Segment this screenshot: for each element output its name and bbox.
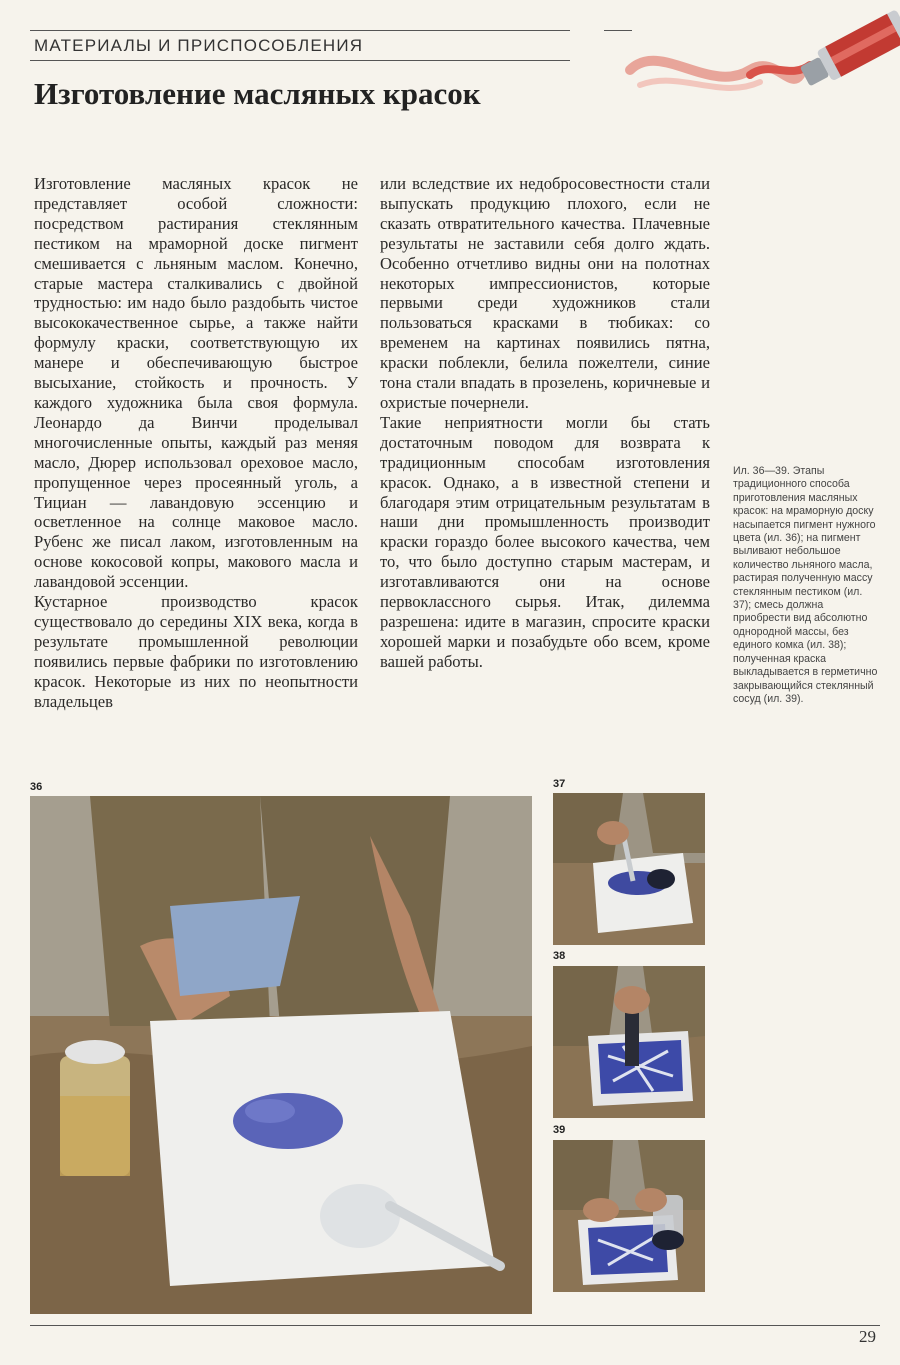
- text-column-middle: [380, 174, 710, 672]
- footer-rule: [30, 1325, 880, 1326]
- photo-38: [553, 966, 705, 1118]
- header-rule-bottom: [30, 60, 570, 61]
- figure-label-36: 36: [30, 781, 43, 793]
- figure-label-38: 38: [553, 950, 566, 962]
- page-number: 29: [859, 1327, 876, 1346]
- figure-label-39: 39: [553, 1124, 566, 1136]
- page-title: Изготовление масляных красок: [34, 76, 481, 111]
- left-paragraph-2: Кустарное производство красок существовало до середины XIX века, когда в результате промышленной революции появились первые фабрики по изготовлению красок. Некоторые из них по неопытности владельцев: [34, 592, 358, 711]
- header-rule-top: [30, 30, 570, 31]
- section-label: МАТЕРИАЛЫ И ПРИСПОСОБЛЕНИЯ: [34, 36, 364, 55]
- figure-caption: Ил. 36—39. Этапы традиционного способа приготовления масляных красок: на мраморную доску насыпается пигмент нужного цвета (ил. 36); на пигмент выливают небольшое количество льняного масла, растирая полученную массу стеклянным пестиком (ил. 37); смесь должна приобрести вид абсолютно однородной массы, без единого комка (ил. 38); полученная краска выкладывается в герметично закрывающийся стеклянный сосуд (ил. 39).: [733, 465, 878, 705]
- left-paragraph-1: Изготовление масляных красок не представляет особой сложности: посредством растирания стеклянным пестиком на мраморной доске пигмент смешивается с льняным маслом. Конечно, старые мастера сталкивались с двойной трудностью: им надо было раздобыть чистое высококачественное сырье, а также найти формулу краски, соответствующую их манере и обеспечивающую быстрое высыхание, стойкость и прочность. У каждого художника была своя формула. Леонардо да Винчи проделывал многочисленные опыты, каждый раз меняя масло, Дюрер использовал ореховое масло, пропущенное через просеянный уголь, а Тициан — лавандовую эссенцию и осветленное на солнце маковое масло. Рубенс же писал лаком, изготовленным на основе кокосовой копры, макового масла и лавандовой эссенции.: [34, 174, 358, 592]
- text-column-left: [34, 174, 358, 711]
- photo-36: [30, 796, 532, 1314]
- paint-tube-illustration: [600, 0, 900, 125]
- figure-label-37: 37: [553, 778, 566, 790]
- middle-paragraph-2: Такие неприятности могли бы стать достаточным поводом для возврата к традиционным способам изготовления красок. Однако, а в известной степени и благодаря этим отрицательным результатам в наши дни промышленность производит краски гораздо более высокого качества, чем то, что было доступно старым мастерам, и изготавливаются они на основе первоклассного сырья. Итак, дилемма разрешена: идите в магазин, спросите краски хорошей марки и позабудьте обо всем, кроме вашей работы.: [380, 412, 710, 671]
- photo-37: [553, 793, 705, 945]
- photo-39: [553, 1140, 705, 1292]
- middle-paragraph-1: или вследствие их недобросовестности стали выпускать продукцию плохого, если не сказать отвратительного качества. Плачевные результаты не заставили себя долго ждать. Особенно отчетливо видны они на полотнах некоторых импрессионистов, которые первыми среди художников стали пользоваться красками в тюбиках: со временем на картинах появились пятна, краски поблекли, белила пожелтели, синие тона стали впадать в прозелень, коричневые и охристые почернели.: [380, 174, 710, 412]
